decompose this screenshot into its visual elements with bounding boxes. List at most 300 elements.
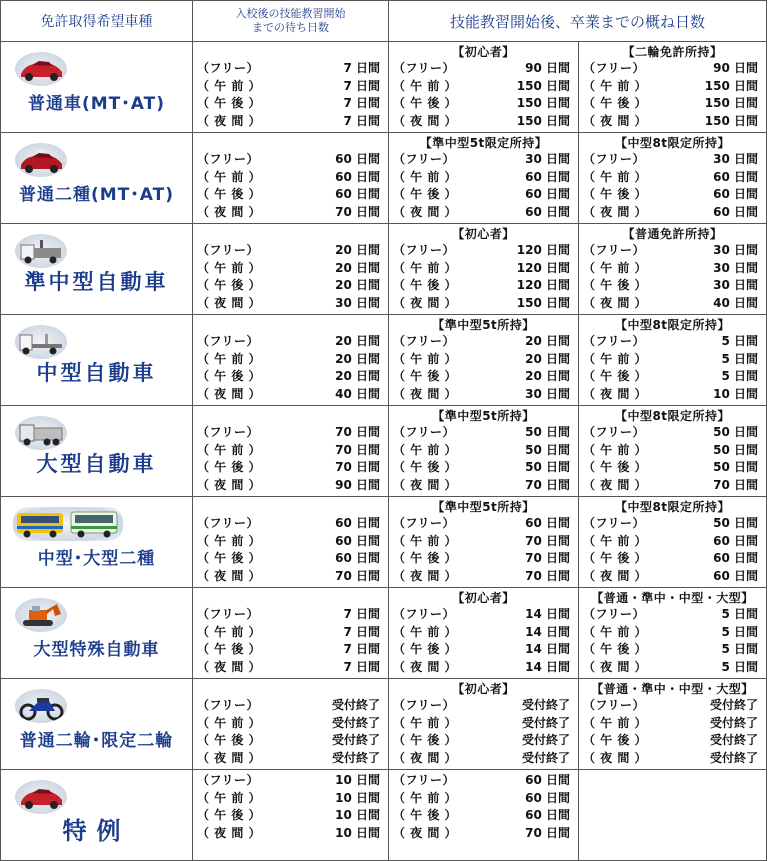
day-count: 5 日間 (721, 369, 759, 383)
wait-period-line (197, 825, 384, 843)
day-count: 30 日間 (335, 295, 380, 310)
period-label: （ 午 後 ） (583, 369, 648, 383)
period-label: （ 午 後 ） (393, 369, 458, 383)
condition-label: 【準中型5t所持】 (432, 318, 535, 332)
wait-period-line (197, 732, 384, 750)
grad-a-period-line (393, 641, 574, 659)
period-label: （ 午 後 ） (393, 551, 458, 565)
grad-a-period-line (393, 697, 574, 715)
period-label: （ 夜 間 ） (197, 477, 262, 492)
day-count: 7 日間 (343, 78, 380, 93)
grad-b-period-line (583, 386, 762, 404)
period-label: （ 夜 間 ） (583, 659, 648, 674)
day-count: 70 日間 (713, 477, 759, 492)
day-count: 70 日間 (525, 568, 570, 583)
condition-label: 【初心者】 (452, 682, 515, 696)
period-label: （ 午 後 ） (197, 187, 262, 201)
wait-period-line (197, 515, 384, 533)
header-wait-line2: までの待ち日数 (252, 21, 329, 34)
grad-b-period-line (583, 515, 762, 533)
condition-label: 【準中型5t限定所持】 (419, 136, 548, 150)
condition-label: 【準中型5t所持】 (432, 409, 535, 423)
day-count: 受付終了 (710, 698, 759, 712)
grad-a-period-line (393, 825, 574, 843)
period-label: （ 夜 間 ） (197, 295, 262, 310)
day-count: 60 日間 (335, 516, 380, 530)
day-count: 150 日間 (704, 78, 759, 93)
period-label: （ 夜 間 ） (583, 386, 648, 401)
grad-b-period-line (583, 442, 762, 460)
period-label: （フリー） (197, 607, 260, 621)
period-label: （フリー） (393, 425, 456, 439)
day-count: 70 日間 (525, 551, 570, 565)
period-label: （ 夜 間 ） (393, 113, 458, 128)
day-count: 30 日間 (713, 278, 759, 292)
period-label: （ 午 前 ） (197, 715, 262, 730)
grad-a-period-line (393, 732, 574, 750)
grad-b-period-line (583, 424, 762, 442)
grad-b-period-line (583, 204, 762, 222)
period-label: （ 夜 間 ） (197, 204, 262, 219)
wait-period-line (197, 351, 384, 369)
grad-a-period-line (393, 807, 574, 825)
wait-period-line (197, 641, 384, 659)
row-semi-medium (1, 224, 767, 315)
grad-b-period-line (583, 60, 762, 78)
day-count: 60 日間 (335, 152, 380, 166)
wait-period-line (197, 95, 384, 113)
day-count: 受付終了 (710, 733, 759, 747)
period-label: （ 午 後 ） (393, 96, 458, 110)
period-label: （フリー） (197, 152, 260, 166)
grad-a-period-line (393, 113, 574, 131)
period-label: （ 夜 間 ） (197, 113, 262, 128)
grad-b-period-line (583, 169, 762, 187)
period-label: （ 午 前 ） (393, 442, 458, 457)
period-label: （フリー） (393, 61, 456, 75)
period-label: （ 午 前 ） (197, 790, 262, 805)
wait-period-line (197, 277, 384, 295)
day-count: 50 日間 (713, 516, 759, 530)
period-label: （ 午 後 ） (393, 808, 458, 822)
wait-days-cell (193, 497, 389, 588)
wait-period-line (197, 333, 384, 351)
grad-b-period-line (583, 186, 762, 204)
wait-period-line (197, 78, 384, 96)
day-count: 20 日間 (525, 351, 570, 366)
day-count: 70 日間 (525, 825, 570, 840)
grad-b-period-line (583, 459, 762, 477)
day-count: 70 日間 (335, 460, 380, 474)
period-label: （ 午 前 ） (197, 533, 262, 548)
period-label: （ 午 前 ） (393, 533, 458, 548)
day-count: 40 日間 (713, 295, 759, 310)
day-count: 受付終了 (331, 733, 380, 747)
condition-label: 【普通・準中・中型・大型】 (591, 591, 754, 605)
grad-b-period-line (583, 151, 762, 169)
row-regular-car (1, 42, 767, 133)
day-count: 50 日間 (525, 425, 570, 439)
day-count: 20 日間 (525, 334, 570, 348)
period-label: （ 午 後 ） (197, 369, 262, 383)
day-count: 30 日間 (713, 260, 759, 275)
grad-b-period-line (583, 697, 762, 715)
license-type-cell (1, 42, 193, 133)
day-count: 受付終了 (521, 698, 570, 712)
license-type-cell (1, 588, 193, 679)
grad-a-period-line (393, 277, 574, 295)
period-label: （フリー） (393, 773, 456, 787)
row-large (1, 406, 767, 497)
period-label: （ 夜 間 ） (393, 750, 458, 765)
wait-period-line (197, 807, 384, 825)
grad-b-period-line (583, 295, 762, 313)
period-label: （ 夜 間 ） (393, 204, 458, 219)
period-label: （ 午 後 ） (583, 278, 648, 292)
graduation-days-cell-b (579, 133, 767, 224)
red-car-icon (15, 52, 67, 86)
header-wait-days (193, 1, 389, 42)
license-type-name: 普通二種(MT･AT) (19, 185, 174, 205)
day-count: 120 日間 (516, 243, 570, 257)
wait-days-cell (193, 42, 389, 133)
period-label: （ 午 後 ） (583, 733, 648, 747)
red-car-icon (15, 780, 67, 814)
day-count: 90 日間 (525, 61, 570, 75)
grad-a-period-line (393, 151, 574, 169)
license-type-cell (1, 497, 193, 588)
graduation-days-cell-a (389, 588, 579, 679)
wait-period-line (197, 477, 384, 495)
header-row (1, 1, 767, 42)
day-count: 50 日間 (713, 442, 759, 457)
wait-period-line (197, 260, 384, 278)
wait-period-line (197, 568, 384, 586)
period-label: （ 午 前 ） (583, 169, 648, 184)
period-label: （フリー） (197, 243, 260, 257)
period-label: （ 午 前 ） (197, 260, 262, 275)
period-label: （フリー） (583, 425, 646, 439)
grad-b-period-line (583, 568, 762, 586)
grad-a-period-line (393, 186, 574, 204)
grad-a-period-line (393, 459, 574, 477)
day-count: 60 日間 (525, 790, 570, 805)
period-label: （ 夜 間 ） (393, 295, 458, 310)
period-label: （フリー） (393, 698, 456, 712)
grad-b-period-line (583, 550, 762, 568)
wait-period-line (197, 169, 384, 187)
bus-icon (13, 507, 123, 541)
period-label: （ 午 後 ） (393, 733, 458, 747)
wait-days-cell (193, 133, 389, 224)
grad-b-period-line (583, 641, 762, 659)
period-label: （ 午 前 ） (583, 624, 648, 639)
period-label: （ 午 前 ） (197, 442, 262, 457)
graduation-days-cell-b (579, 679, 767, 770)
graduation-days-cell-a (389, 315, 579, 406)
period-label: （フリー） (393, 243, 456, 257)
license-type-name: 特例 (62, 817, 131, 845)
license-type-name: 普通車(MT･AT) (28, 94, 165, 114)
grad-b-period-line (583, 78, 762, 96)
wait-period-line (197, 295, 384, 313)
day-count: 7 日間 (343, 607, 380, 621)
day-count: 120 日間 (516, 278, 570, 292)
period-label: （ 午 後 ） (393, 460, 458, 474)
day-count: 60 日間 (525, 169, 570, 184)
day-count: 10 日間 (335, 808, 380, 822)
license-type-cell (1, 133, 193, 224)
day-count: 60 日間 (525, 187, 570, 201)
condition-label: 【普通免許所持】 (622, 227, 723, 241)
period-label: （フリー） (583, 243, 646, 257)
day-count: 7 日間 (343, 113, 380, 128)
day-count: 14 日間 (525, 607, 570, 621)
wait-period-line (197, 113, 384, 131)
grad-a-period-line (393, 750, 574, 768)
period-label: （ 午 後 ） (197, 278, 262, 292)
grad-a-period-line (393, 368, 574, 386)
large-truck-icon (15, 416, 67, 450)
day-count: 10 日間 (713, 386, 759, 401)
grad-a-period-line (393, 260, 574, 278)
day-count: 20 日間 (335, 260, 380, 275)
period-label: （ 夜 間 ） (583, 295, 648, 310)
day-count: 受付終了 (521, 733, 570, 747)
period-label: （フリー） (197, 773, 260, 787)
period-label: （ 夜 間 ） (583, 204, 648, 219)
period-label: （フリー） (393, 607, 456, 621)
condition-label: 【中型8t限定所持】 (614, 318, 731, 332)
period-label: （ 午 後 ） (393, 642, 458, 656)
header-wait-line1: 入校後の技能教習開始 (235, 7, 346, 20)
graduation-days-cell-b (579, 224, 767, 315)
period-label: （フリー） (583, 334, 646, 348)
period-label: （ 午 後 ） (583, 551, 648, 565)
condition-label: 【中型8t限定所持】 (614, 500, 731, 514)
day-count: 7 日間 (343, 659, 380, 674)
day-count: 90 日間 (713, 61, 759, 75)
period-label: （ 午 後 ） (393, 278, 458, 292)
condition-label: 【準中型5t所持】 (432, 500, 535, 514)
day-count: 150 日間 (704, 96, 759, 110)
day-count: 60 日間 (713, 204, 759, 219)
wait-days-cell (193, 679, 389, 770)
day-count: 50 日間 (713, 425, 759, 439)
wait-days-cell (193, 770, 389, 861)
period-label: （ 午 前 ） (583, 533, 648, 548)
period-label: （フリー） (197, 61, 260, 75)
wait-period-line (197, 624, 384, 642)
day-count: 60 日間 (525, 516, 570, 530)
condition-label: 【二輪免許所持】 (622, 45, 723, 59)
day-count: 7 日間 (343, 61, 380, 75)
row-medium (1, 315, 767, 406)
day-count: 60 日間 (335, 533, 380, 548)
period-label: （ 夜 間 ） (197, 750, 262, 765)
grad-a-period-line (393, 624, 574, 642)
period-label: （ 午 後 ） (583, 642, 648, 656)
grad-a-period-line (393, 351, 574, 369)
excavator-icon (15, 598, 67, 632)
grad-b-period-line (583, 260, 762, 278)
graduation-days-cell-a (389, 770, 579, 861)
day-count: 5 日間 (721, 659, 759, 674)
period-label: （ 夜 間 ） (197, 386, 262, 401)
period-label: （ 夜 間 ） (583, 477, 648, 492)
period-label: （ 午 後 ） (197, 460, 262, 474)
day-count: 14 日間 (525, 642, 570, 656)
day-count: 70 日間 (525, 533, 570, 548)
motorcycle-icon (15, 689, 67, 723)
day-count: 5 日間 (721, 334, 759, 348)
day-count: 受付終了 (710, 750, 759, 765)
day-count: 60 日間 (525, 773, 570, 787)
period-label: （ 午 前 ） (197, 351, 262, 366)
period-label: （ 午 前 ） (197, 624, 262, 639)
wait-period-line (197, 186, 384, 204)
graduation-days-cell-a (389, 133, 579, 224)
day-count: 70 日間 (335, 442, 380, 457)
period-label: （ 夜 間 ） (393, 825, 458, 840)
grad-b-period-line (583, 715, 762, 733)
day-count: 70 日間 (335, 568, 380, 583)
grad-b-period-line (583, 477, 762, 495)
period-label: （ 午 前 ） (393, 624, 458, 639)
wait-period-line (197, 386, 384, 404)
day-count: 60 日間 (713, 169, 759, 184)
period-label: （ 午 後 ） (197, 96, 262, 110)
day-count: 40 日間 (335, 386, 380, 401)
grad-a-period-line (393, 533, 574, 551)
day-count: 30 日間 (713, 243, 759, 257)
day-count: 120 日間 (516, 260, 570, 275)
period-label: （ 夜 間 ） (197, 825, 262, 840)
license-type-name: 中型自動車 (36, 361, 157, 385)
grad-a-period-line (393, 606, 574, 624)
grad-b-period-line (583, 533, 762, 551)
day-count: 20 日間 (335, 278, 380, 292)
graduation-days-cell-a (389, 497, 579, 588)
license-type-cell (1, 679, 193, 770)
day-count: 20 日間 (335, 334, 380, 348)
period-label: （ 午 前 ） (393, 715, 458, 730)
graduation-days-cell-a (389, 224, 579, 315)
day-count: 30 日間 (525, 386, 570, 401)
day-count: 60 日間 (335, 551, 380, 565)
condition-label: 【初心者】 (452, 591, 515, 605)
day-count: 60 日間 (525, 204, 570, 219)
license-type-name: 中型･大型二種 (37, 549, 156, 569)
day-count: 60 日間 (713, 551, 759, 565)
condition-label: 【初心者】 (452, 227, 515, 241)
wait-period-line (197, 368, 384, 386)
license-type-cell (1, 315, 193, 406)
graduation-days-cell-b (579, 588, 767, 679)
wait-days-cell (193, 315, 389, 406)
period-label: （ 午 前 ） (197, 78, 262, 93)
grad-a-period-line (393, 442, 574, 460)
day-count: 受付終了 (331, 715, 380, 730)
grad-b-period-line (583, 277, 762, 295)
day-count: 7 日間 (343, 96, 380, 110)
day-count: 60 日間 (713, 568, 759, 583)
day-count: 5 日間 (721, 642, 759, 656)
license-type-name: 普通二輪･限定二輪 (19, 731, 174, 751)
row-medium-large-class2 (1, 497, 767, 588)
light-truck-icon (15, 234, 67, 268)
wait-period-line (197, 151, 384, 169)
period-label: （フリー） (197, 425, 260, 439)
day-count: 5 日間 (721, 624, 759, 639)
wait-period-line (197, 459, 384, 477)
day-count: 7 日間 (343, 642, 380, 656)
period-label: （ 午 前 ） (583, 260, 648, 275)
period-label: （ 午 前 ） (393, 78, 458, 93)
day-count: 150 日間 (516, 78, 570, 93)
period-label: （ 午 前 ） (393, 169, 458, 184)
period-label: （フリー） (583, 61, 646, 75)
day-count: 受付終了 (710, 715, 759, 730)
grad-a-period-line (393, 95, 574, 113)
graduation-days-cell-a (389, 679, 579, 770)
wait-period-line (197, 242, 384, 260)
day-count: 30 日間 (713, 152, 759, 166)
grad-a-period-line (393, 568, 574, 586)
grad-a-period-line (393, 424, 574, 442)
period-label: （ 夜 間 ） (583, 113, 648, 128)
day-count: 50 日間 (525, 460, 570, 474)
period-label: （ 午 前 ） (393, 260, 458, 275)
day-count: 20 日間 (335, 351, 380, 366)
row-large-special (1, 588, 767, 679)
day-count: 5 日間 (721, 607, 759, 621)
grad-b-period-line (583, 351, 762, 369)
wait-period-line (197, 606, 384, 624)
day-count: 10 日間 (335, 773, 380, 787)
period-label: （ 夜 間 ） (393, 386, 458, 401)
day-count: 20 日間 (335, 369, 380, 383)
day-count: 70 日間 (525, 477, 570, 492)
period-label: （ 午 前 ） (583, 442, 648, 457)
grad-a-period-line (393, 386, 574, 404)
period-label: （フリー） (393, 516, 456, 530)
day-count: 60 日間 (713, 533, 759, 548)
period-label: （ 午 後 ） (393, 187, 458, 201)
condition-label: 【中型8t限定所持】 (614, 409, 731, 423)
grad-a-period-line (393, 333, 574, 351)
period-label: （ 午 前 ） (197, 169, 262, 184)
day-count: 70 日間 (335, 425, 380, 439)
taxi-car-icon (15, 143, 67, 177)
day-count: 受付終了 (521, 750, 570, 765)
graduation-days-cell-a (389, 42, 579, 133)
grad-a-period-line (393, 477, 574, 495)
wait-period-line (197, 697, 384, 715)
day-count: 150 日間 (516, 96, 570, 110)
license-type-cell (1, 770, 193, 861)
period-label: （ 夜 間 ） (393, 568, 458, 583)
period-label: （フリー） (583, 607, 646, 621)
period-label: （ 午 前 ） (393, 351, 458, 366)
day-count: 50 日間 (525, 442, 570, 457)
period-label: （フリー） (393, 334, 456, 348)
day-count: 70 日間 (335, 204, 380, 219)
row-special-case (1, 770, 767, 861)
day-count: 受付終了 (331, 698, 380, 712)
graduation-days-cell-b (579, 315, 767, 406)
grad-b-period-line (583, 113, 762, 131)
